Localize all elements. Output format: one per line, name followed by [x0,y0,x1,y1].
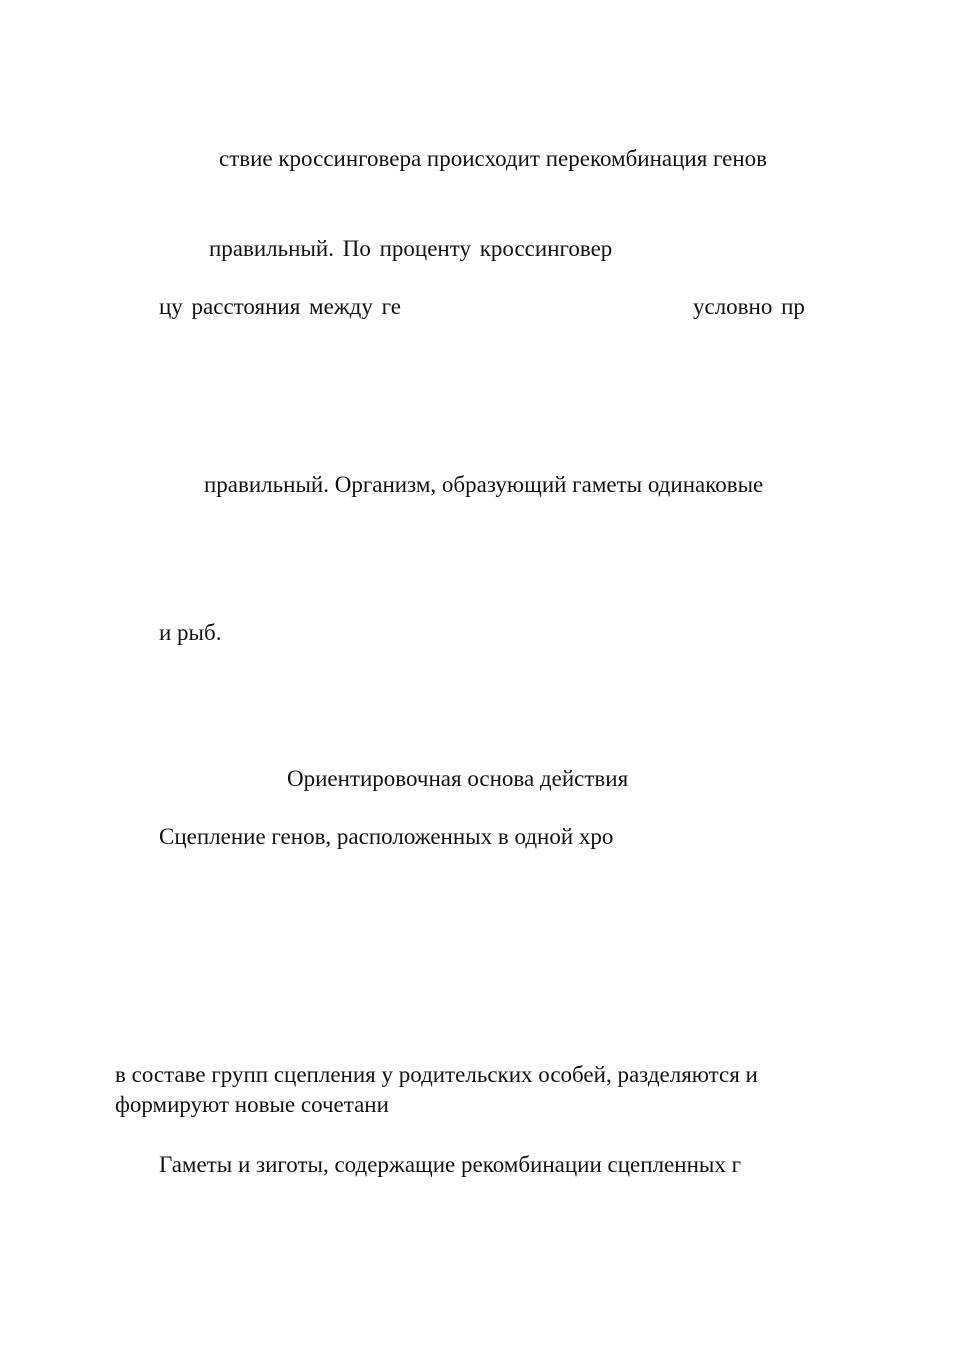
text-line-1: ствие кроссинговера происходит перекомбинация генов [219,146,768,171]
text-line-7: в составе групп сцепления у родительских особей, разделяются и [115,1062,758,1087]
text-line-4: правильный. Организм, образующий гаметы одинаковые [204,472,764,497]
text-line-9: Гаметы и зиготы, содержащие рекомбинации сцепленных г [159,1152,742,1177]
text-line-8: формируют новые сочетани [115,1092,389,1117]
text-line-3-right: условно пр [693,294,805,319]
text-line-5: и рыб. [159,620,222,645]
text-line-3: цу расстояния между ге [159,294,401,319]
text-line-2: правильный. По проценту кроссинговер [209,236,613,261]
section-heading: Ориентировочная основа действия [287,766,629,791]
text-line-6: Сцепление генов, расположенных в одной хро [159,824,614,849]
